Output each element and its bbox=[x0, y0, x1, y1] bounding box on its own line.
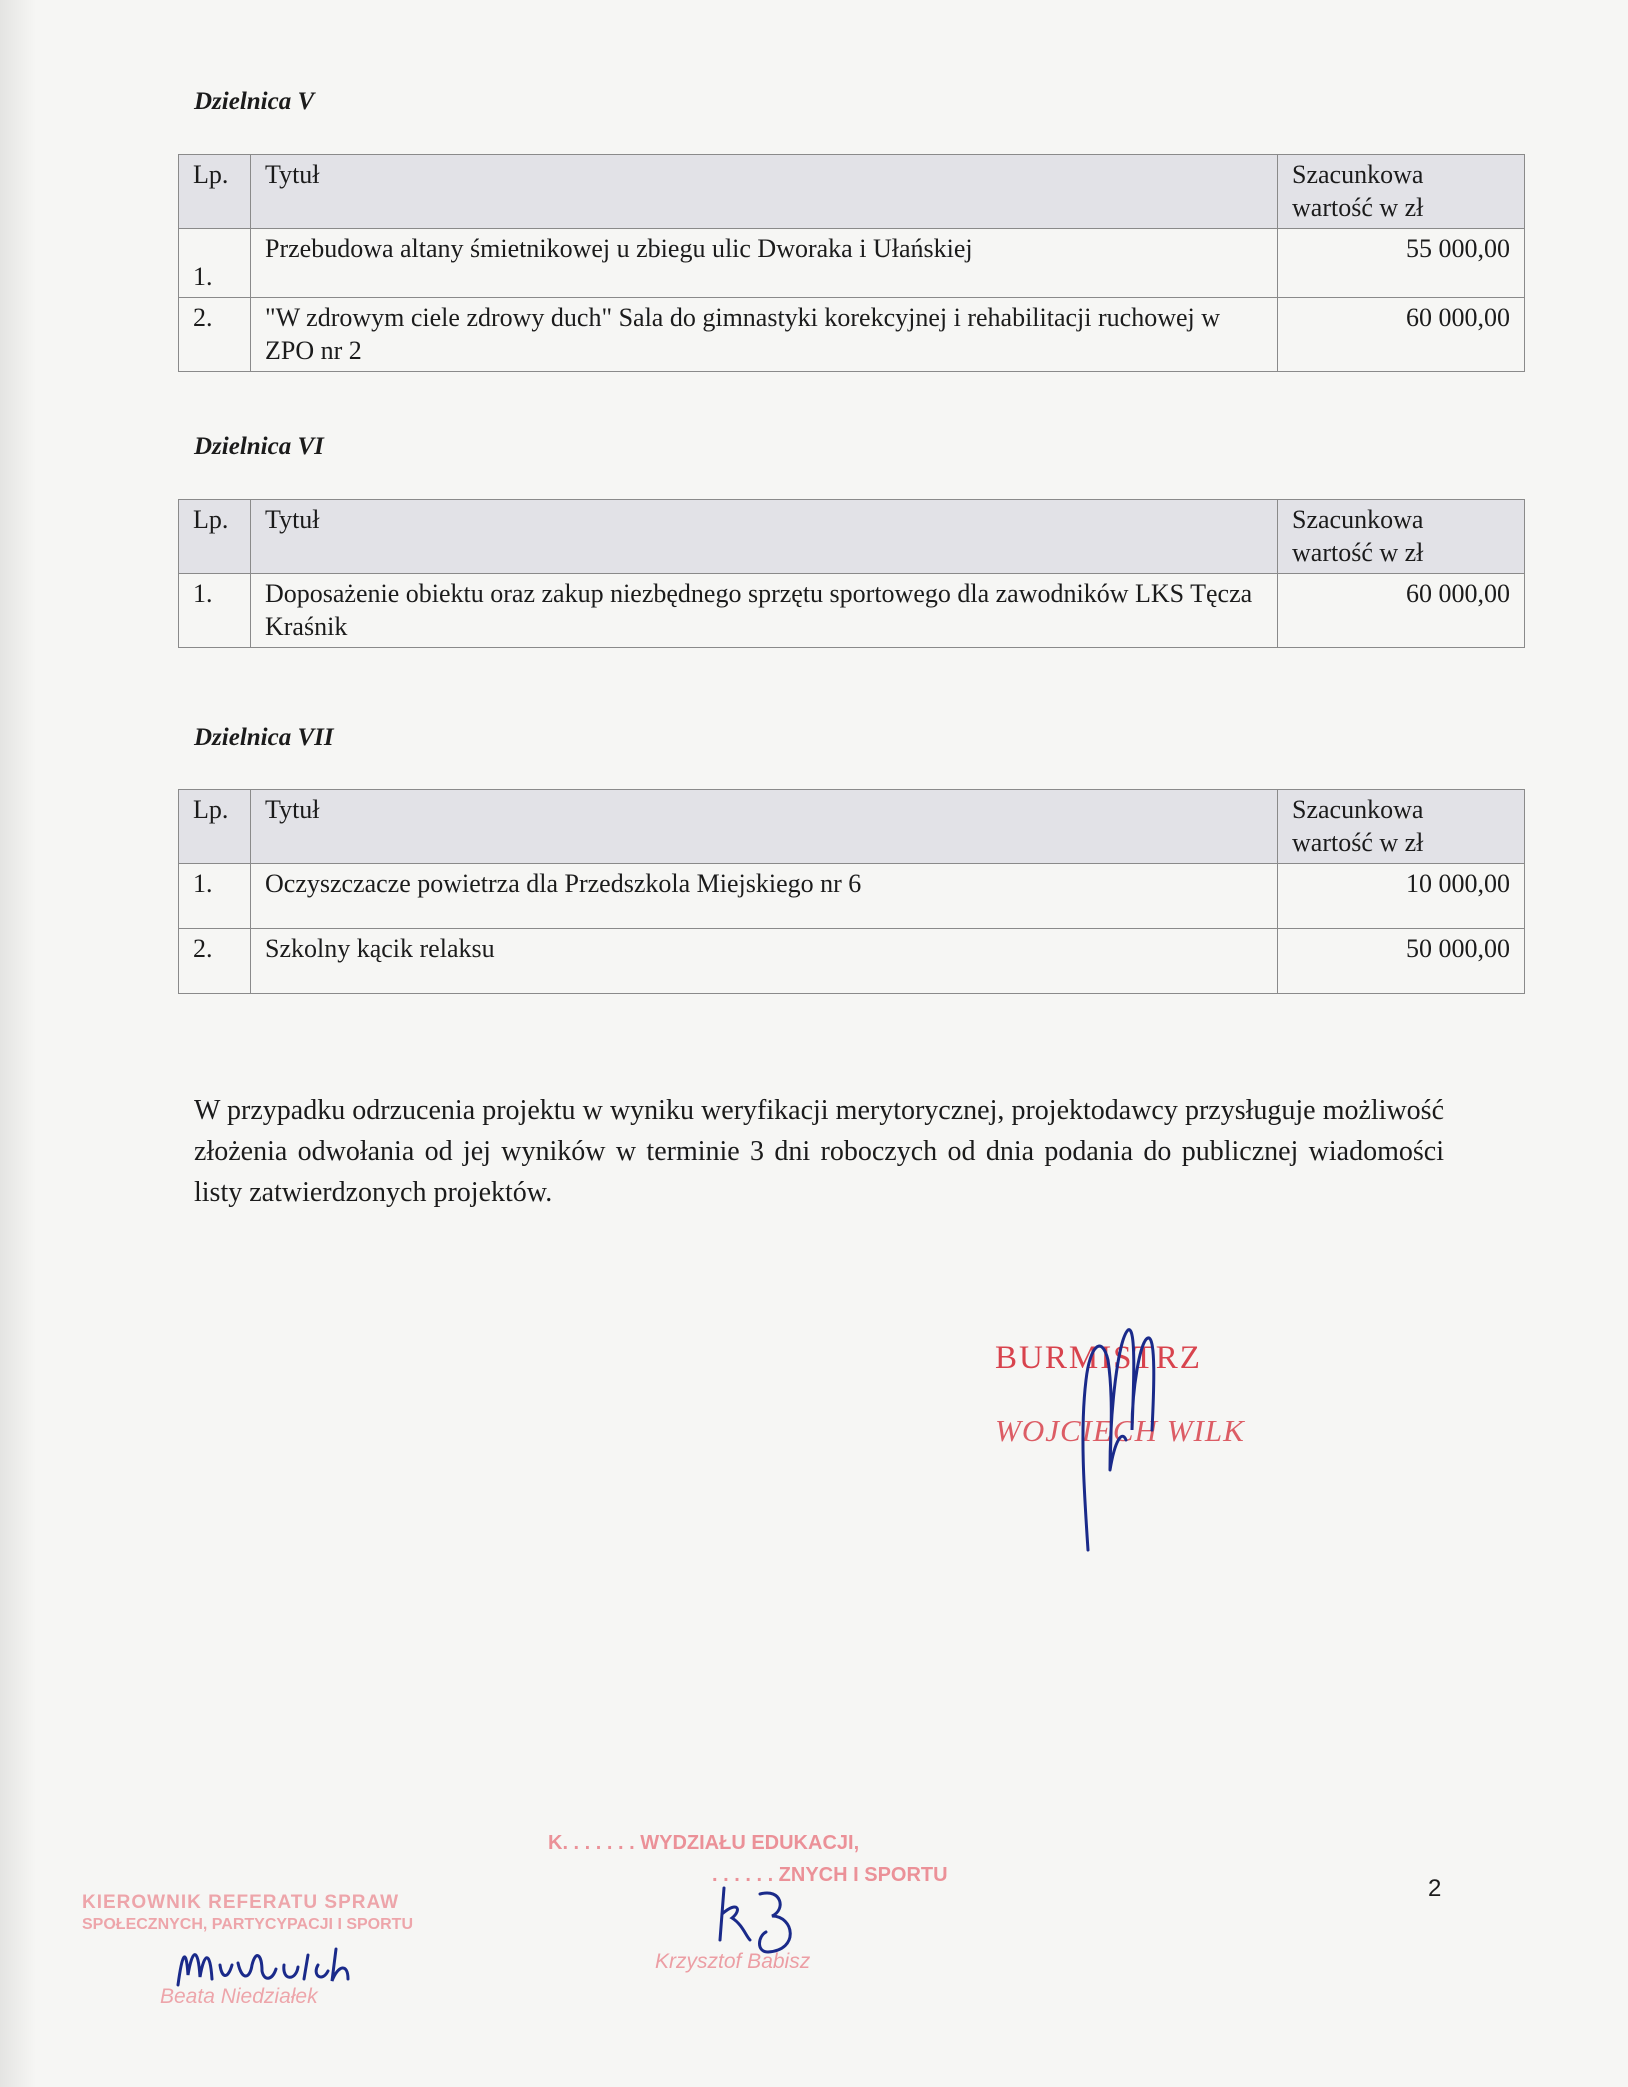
section-title-dzielnica-v: Dzielnica V bbox=[194, 88, 315, 115]
section-title-dzielnica-vii: Dzielnica VII bbox=[194, 724, 334, 751]
projects-table-dzielnica-v bbox=[178, 154, 1525, 372]
appeal-notice-paragraph: W przypadku odrzucenia projektu w wyniku weryfikacji merytorycznej, projektodawcy przysługuje możliwość złożenia odwołania od jej wyników w terminie 3 dni roboczych od dnia podania do publicznej wiadomości listy zatwierdzonych projektów. bbox=[194, 1095, 1444, 1208]
header-title: Tytuł bbox=[251, 155, 1278, 229]
signature-krzysztof-babisz bbox=[712, 1880, 852, 1960]
row-title: Przebudowa altany śmietnikowej u zbiegu ulic Dworaka i Ułańskiej bbox=[251, 229, 1278, 298]
table-row bbox=[179, 229, 1525, 298]
row-value: 60 000,00 bbox=[1278, 574, 1525, 648]
row-title: Doposażenie obiektu oraz zakup niezbędnego sprzętu sportowego dla zawodników LKS Tęcza Kraśnik bbox=[251, 574, 1278, 648]
table-row bbox=[179, 929, 1525, 994]
table-header-row bbox=[179, 500, 1525, 574]
row-value: 10 000,00 bbox=[1278, 864, 1525, 929]
header-lp: Lp. bbox=[179, 790, 251, 864]
mayor-stamp-name: WOJCIECH WILK bbox=[995, 1413, 1245, 1448]
header-value-line2: wartość w zł bbox=[1292, 828, 1424, 857]
mayor-stamp-title: BURMISTRZ bbox=[995, 1340, 1202, 1376]
table-row bbox=[179, 574, 1525, 648]
stamp-middle-line2: . . . . . . ZNYCH I SPORTU bbox=[712, 1864, 948, 1886]
header-value bbox=[1278, 155, 1525, 229]
mayor-signature bbox=[1070, 1320, 1180, 1555]
header-value bbox=[1278, 790, 1525, 864]
row-title: "W zdrowym ciele zdrowy duch" Sala do gimnastyki korekcyjnej i rehabilitacji ruchowej w ZPO nr 2 bbox=[251, 298, 1278, 372]
stamp-left-line2: SPOŁECZNYCH, PARTYCYPACJI I SPORTU bbox=[82, 1916, 413, 1933]
stamp-middle-name: Krzysztof Babisz bbox=[655, 1950, 811, 1973]
table-header-row bbox=[179, 790, 1525, 864]
header-value-line1: Szacunkowa bbox=[1292, 160, 1424, 189]
header-value-line2: wartość w zł bbox=[1292, 538, 1424, 567]
stamp-middle-line1: K. . . . . . . WYDZIAŁU EDUKACJI, bbox=[548, 1832, 860, 1854]
table-row bbox=[179, 298, 1525, 372]
projects-table-dzielnica-vi bbox=[178, 499, 1525, 648]
projects-table-dzielnica-vii bbox=[178, 789, 1525, 994]
row-lp: 1. bbox=[179, 864, 251, 929]
header-value-line1: Szacunkowa bbox=[1292, 505, 1424, 534]
row-title: Szkolny kącik relaksu bbox=[251, 929, 1278, 994]
header-lp: Lp. bbox=[179, 500, 251, 574]
table-header-row bbox=[179, 155, 1525, 229]
table-row bbox=[179, 864, 1525, 929]
section-title-dzielnica-vi: Dzielnica VI bbox=[194, 433, 324, 460]
header-title: Tytuł bbox=[251, 500, 1278, 574]
row-title: Oczyszczacze powietrza dla Przedszkola Miejskiego nr 6 bbox=[251, 864, 1278, 929]
row-value: 60 000,00 bbox=[1278, 298, 1525, 372]
header-title: Tytuł bbox=[251, 790, 1278, 864]
stamp-left-name: Beata Niedziałek bbox=[160, 1985, 318, 2008]
row-value: 50 000,00 bbox=[1278, 929, 1525, 994]
row-lp: 2. bbox=[179, 298, 251, 372]
header-value bbox=[1278, 500, 1525, 574]
row-lp: 2. bbox=[179, 929, 251, 994]
row-lp: 1. bbox=[179, 229, 251, 298]
page-number: 2 bbox=[1428, 1875, 1442, 1902]
page-edge-shadow bbox=[0, 0, 36, 2087]
stamp-left-line1: KIEROWNIK REFERATU SPRAW bbox=[82, 1892, 400, 1913]
row-value: 55 000,00 bbox=[1278, 229, 1525, 298]
row-lp: 1. bbox=[179, 574, 251, 648]
header-lp: Lp. bbox=[179, 155, 251, 229]
header-value-line2: wartość w zł bbox=[1292, 193, 1424, 222]
header-value-line1: Szacunkowa bbox=[1292, 795, 1424, 824]
